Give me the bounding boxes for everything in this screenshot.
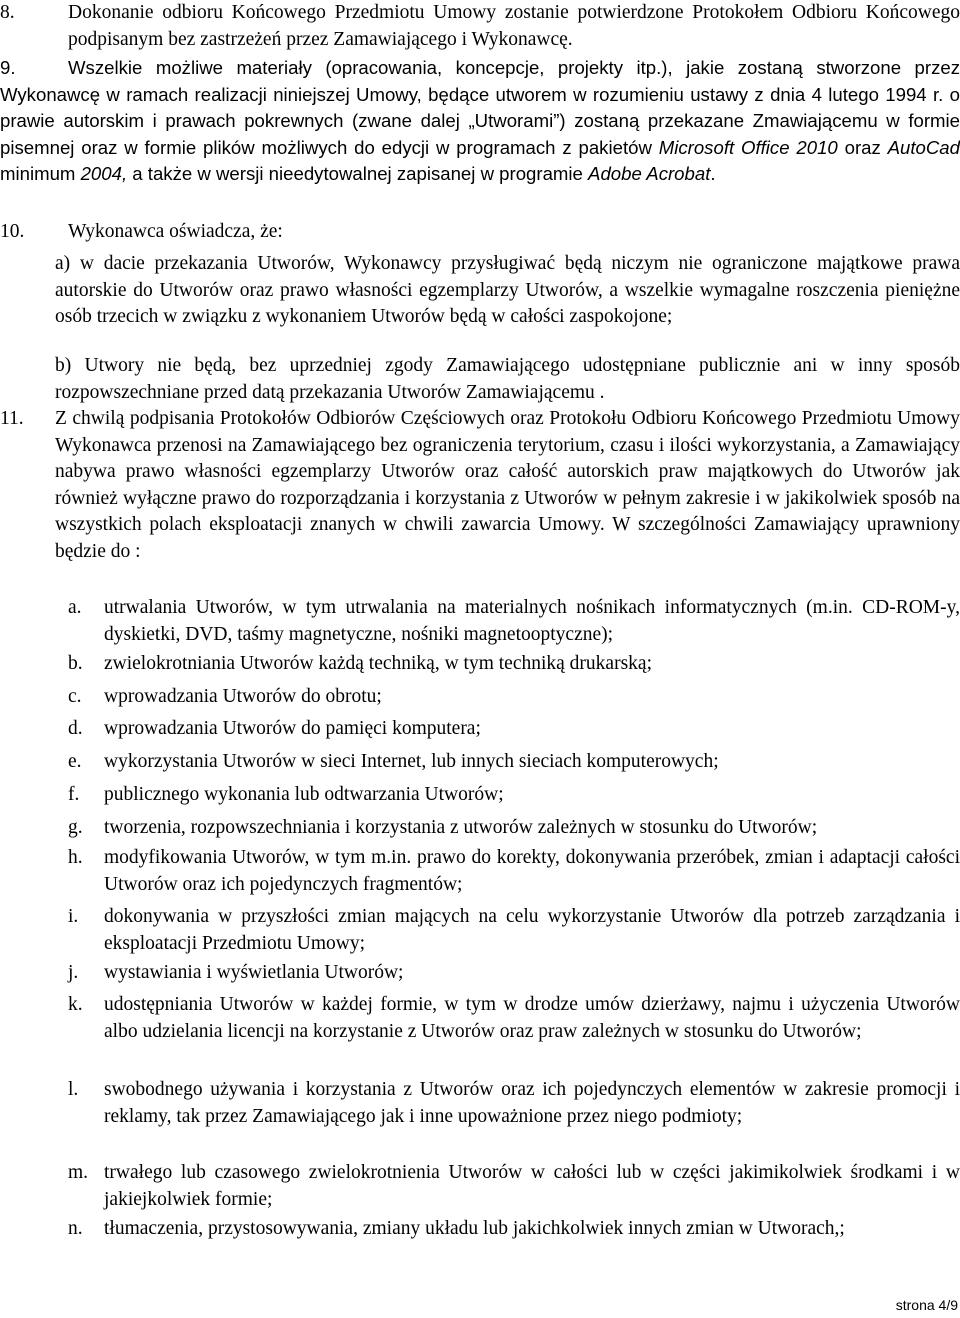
- paragraph-10-number: 10.: [0, 221, 25, 242]
- paragraph-9-number: 9.: [0, 57, 16, 78]
- list-item-text: udostępniania Utworów w każdej formie, w tym w drodze umów dzierżawy, najmu i użyczenia Utworów albo udzielania licencji na korzystanie z Utworów oraz praw zależnych w stosunku do Utworów;: [104, 994, 960, 1042]
- list-item-text: zwielokrotniania Utworów każdą techniką, w tym techniką drukarską;: [104, 653, 652, 674]
- list-item-text: wprowadzania Utworów do pamięci komputera;: [104, 718, 481, 739]
- list-item: [68, 651, 960, 678]
- list-item: [68, 782, 960, 809]
- paragraph-8-text: Dokonanie odbioru Końcowego Przedmiotu Umowy zostanie potwierdzone Protokołem Odbioru Końcowego podpisanym bez zastrzeżeń przez Zamawiającego i Wykonawcę.: [68, 2, 960, 50]
- list-item: [68, 684, 960, 711]
- list-item-text: wystawiania i wyświetlania Utworów;: [104, 962, 404, 983]
- list-item: [68, 815, 960, 842]
- list-item: [68, 960, 960, 987]
- list-item-text: wykorzystania Utworów w sieci Internet, lub innych sieciach komputerowych;: [104, 751, 719, 772]
- list-item-text: dokonywania w przyszłości zmian mających na celu wykorzystanie Utworów dla potrzeb zarządzania i eksploatacji Przedmiotu Umowy;: [104, 906, 960, 954]
- list-item-label: m.: [68, 1162, 89, 1183]
- paragraph-9-rest: a także w wersji nieedytowalnej zapisanej w programie: [127, 163, 589, 184]
- paragraph-9-minimum: minimum: [0, 163, 81, 184]
- office-name: Microsoft Office 2010: [658, 136, 838, 158]
- list-item: [68, 992, 960, 1045]
- paragraph-10-item-b: b) Utwory nie będą, bez uprzedniej zgody Zamawiającego udostępniane publicznie ani w inny sposób rozpowszechniane przed datą przekazania Utworów Zamawiającemu .: [55, 355, 960, 403]
- list-item: [68, 716, 960, 743]
- list-item-text: publicznego wykonania lub odtwarzania Utworów;: [104, 784, 504, 805]
- autocad-year: 2004,: [80, 163, 128, 184]
- list-item-label: c.: [68, 686, 82, 707]
- list-item-label: k.: [68, 994, 83, 1015]
- paragraph-11-number: 11.: [0, 408, 24, 429]
- list-item: [68, 1160, 960, 1213]
- list-item-text: modyfikowania Utworów, w tym m.in. prawo do korekty, dokonywania przeróbek, zmian i adaptacji całości Utworów oraz ich pojedynczych fragmentów;: [104, 847, 960, 895]
- list-item-label: n.: [68, 1218, 83, 1239]
- paragraph-9-end: .: [710, 163, 716, 184]
- list-item: [68, 904, 960, 957]
- list-item-label: l.: [68, 1079, 79, 1100]
- list-item: [68, 749, 960, 776]
- list-item-label: a.: [68, 597, 82, 618]
- paragraph-9-body: Wszelkie możliwe materiały (opracowania, koncepcje, projekty itp.), jakie zostaną stworzone przez Wykonawcę w ramach realizacji niniejszej Umowy, będące utworem w rozumieniu ustawy z dnia 4 lutego 1994 r. o prawie autorskim i prawach pokrewnych (zwane dalej „Utworami”) zostaną przekazane Zmawiającemu w formie pisemnej oraz w formie plików możliwych do edycji w programach z pakietów: [0, 57, 960, 158]
- list-item-text: swobodnego używania i korzystania z Utworów oraz ich pojedynczych elementów w zakresie promocji i reklamy, tak przez Zamawiającego jak i inne upoważnione przez niego podmioty;: [104, 1079, 960, 1127]
- list-item-label: j.: [68, 962, 79, 983]
- paragraph-9-oraz: oraz: [837, 136, 888, 158]
- list-item-text: tłumaczenia, przystosowywania, zmiany układu lub jakichkolwiek innych zmian w Utworach,;: [104, 1218, 845, 1239]
- paragraph-8-number: 8.: [0, 2, 15, 23]
- paragraph-10-intro: Wykonawca oświadcza, że:: [68, 221, 283, 242]
- paragraph-9-text: [0, 55, 960, 188]
- list-item-label: i.: [68, 906, 79, 927]
- list-item: [68, 1216, 960, 1243]
- list-item: [68, 1077, 960, 1130]
- list-item-label: e.: [68, 751, 82, 772]
- autocad-name: AutoCad: [887, 136, 960, 158]
- list-item: [68, 845, 960, 898]
- list-item-label: g.: [68, 817, 83, 838]
- paragraph-10-item-a: a) w dacie przekazania Utworów, Wykonawcy przysługiwać będą niczym nie ograniczone majątkowe prawa autorskie do Utworów oraz prawo własności egzemplarzy Utworów, a wszelkie wymagalne roszczenia pieniężne osób trzecich w związku z wykonaniem Utworów będą w całości zaspokojone;: [55, 253, 960, 327]
- list-item-label: b.: [68, 653, 83, 674]
- list-item-label: f.: [68, 784, 80, 805]
- list-item-text: tworzenia, rozpowszechniania i korzystania z utworów zależnych w stosunku do Utworów;: [104, 817, 818, 838]
- list-item-text: utrwalania Utworów, w tym utrwalania na materialnych nośnikach informatycznych (m.in. CD-ROM-y, dyskietki, DVD, taśmy magnetyczne, nośniki magnetooptyczne);: [104, 597, 960, 645]
- paragraph-11-text: Z chwilą podpisania Protokołów Odbiorów Częściowych oraz Protokołu Odbioru Końcowego Przedmiotu Umowy Wykonawca przenosi na Zamawiającego bez ograniczenia terytorium, czasu i ilości wykorzystania, a Zamawiający nabywa prawo własności egzemplarzy Utworów oraz całość autorskich praw majątkowych do Utworów jak również wyłączne prawo do rozporządzania i korzystania z Utworów w pełnym zakresie i w jakikolwiek sposób na wszystkich polach eksploatacji znanych w chwili zawarcia Umowy. W szczególności Zamawiający uprawniony będzie do :: [55, 408, 960, 562]
- list-item-label: h.: [68, 847, 83, 868]
- list-item: [68, 595, 960, 648]
- list-item-text: wprowadzania Utworów do obrotu;: [104, 686, 382, 707]
- list-item-text: trwałego lub czasowego zwielokrotnienia Utworów w całości lub w części jakimikolwiek środkami i w jakiejkolwiek formie;: [104, 1162, 960, 1210]
- page-number: strona 4/9: [895, 1297, 958, 1313]
- list-item-label: d.: [68, 718, 83, 739]
- acrobat-name: Adobe Acrobat: [588, 163, 711, 184]
